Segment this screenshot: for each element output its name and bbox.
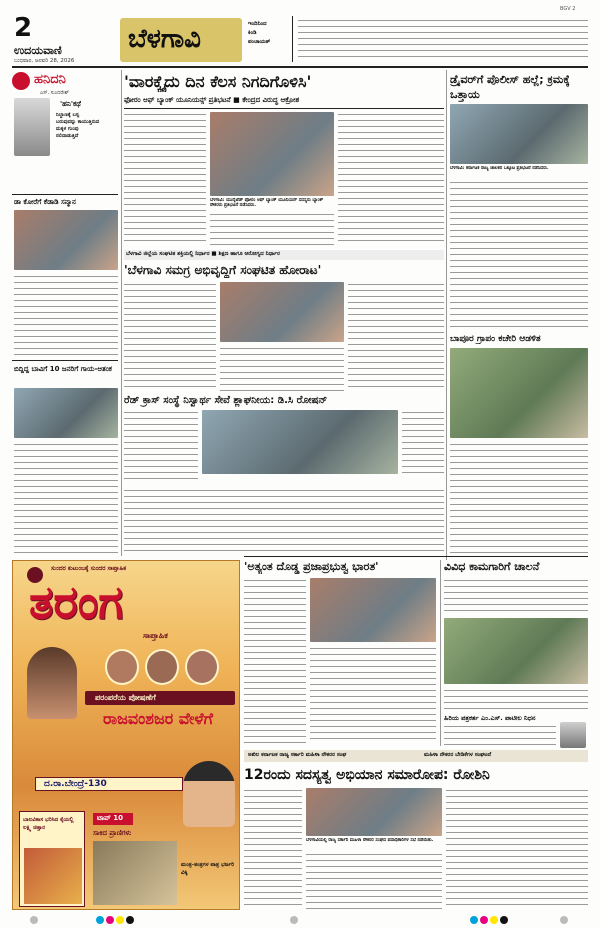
right-top-caption: ಬೆಳಗಾವಿ: ಕರ್ನಾಟಕ ರಾಜ್ಯ ಚಾಲಕರ ಒಕ್ಕೂಟ ಪ್ರತಿಭಟನೆ ನಡೆಸಿದರು. bbox=[450, 166, 549, 171]
belagavi-kicker: ಬೆಳಗಾವಿ ಜಿಲ್ಲೆಯ ಸಂಘಟಿತ ಶಕ್ತಿಯಲ್ಲಿ ನಿರ್ಧಾರ ■ ಶಿಕ್ಷಣ ಹಾಗೂ ಆರೋಗ್ಯದ ನಿರ್ಧಾರ bbox=[126, 251, 280, 257]
left-column bbox=[12, 70, 118, 556]
bapura-photo bbox=[450, 348, 588, 438]
democracy-photo bbox=[310, 578, 436, 642]
lead-body-mid bbox=[210, 212, 334, 246]
ad-animal-photo bbox=[93, 841, 177, 905]
bottom-head: 12ರಂದು ಸದಸ್ಯತ್ವ ಅಭಿಯಾನ ಸಮಾರೋಪ: ರೋಶಿನಿ bbox=[244, 767, 490, 783]
ad-feature3-band bbox=[35, 777, 183, 791]
page-number: 2 bbox=[14, 14, 33, 42]
bottom-body-mid bbox=[306, 852, 442, 910]
ad-feature2: ರಾಜವಂಶಜರ ವೇಳೆಗೆ bbox=[103, 709, 213, 728]
poem-line: ಬರುವುದನ್ನು ಕಾಯುತ್ತಿರುವ bbox=[56, 119, 100, 125]
ad-brand-sub: ಸಾಪ್ತಾಹಿಕ bbox=[143, 631, 168, 640]
registration-mark bbox=[560, 916, 568, 924]
date-line: ಬುಧವಾರ, ಜನವರಿ 28, 2026 bbox=[14, 58, 75, 64]
left-divider bbox=[12, 194, 118, 195]
hanidani-badge bbox=[12, 72, 30, 90]
registration-mark bbox=[126, 916, 134, 924]
redcross-photo bbox=[202, 410, 398, 474]
belagavi-body-right bbox=[348, 282, 444, 392]
belagavi-body-mid bbox=[220, 346, 344, 392]
hanidani-title: 'ಹನಿ'ಕಥೆ bbox=[60, 100, 81, 108]
right-top-photo bbox=[450, 104, 588, 164]
ad-brand: ತರಂಗ bbox=[29, 575, 123, 629]
registration-mark bbox=[106, 916, 114, 924]
lead-banner: 'ವಾರಕ್ಕೈದು ದಿನ ಕೆಲಸ ನಿಗದಿಗೊಳಿಸಿ' bbox=[124, 72, 312, 91]
taranga-ad[interactable] bbox=[12, 560, 240, 910]
ad-feature1-band bbox=[85, 691, 235, 705]
ad-portrait-1 bbox=[27, 647, 77, 719]
poem-line: ನಲಿದಾಡುತ್ತಿದೆ bbox=[56, 133, 79, 139]
ad-bottom-mid: ಸಾಕಿದ ಪ್ರಾಣಿಗಳು bbox=[93, 829, 132, 837]
registration-marks bbox=[0, 914, 600, 926]
ad-portrait-3 bbox=[145, 649, 179, 685]
belagavi-head: 'ಬೆಳಗಾವಿ ಸಮಗ್ರ ಅಭಿವೃದ್ಧಿಗೆ ಸಂಘಟಿತ ಹೋರಾಟ' bbox=[124, 263, 322, 277]
works-body-top bbox=[444, 578, 588, 614]
masthead bbox=[12, 6, 588, 68]
obituary-portrait bbox=[560, 722, 586, 748]
works-body bbox=[444, 688, 588, 710]
ad-feature1: ಪರಂಪರೆಯ ಪೋಷಣೆಗೆ bbox=[95, 693, 156, 702]
bapura-body bbox=[450, 442, 588, 556]
masthead-divider bbox=[292, 16, 293, 62]
ad-bottom-left: ಬಾಲವಿಕಾಸ ಭರಿಸಿದ ಕೈಯಲ್ಲಿ ಲಕ್ಷ್ಮಿ ಚಿತ್ತಾರ bbox=[23, 817, 74, 831]
column-divider bbox=[121, 70, 122, 556]
hanidani-photo bbox=[14, 98, 50, 156]
registration-mark bbox=[470, 916, 478, 924]
registration-mark bbox=[290, 916, 298, 924]
belagavi-photo bbox=[220, 282, 344, 342]
ad-portrait-2 bbox=[105, 649, 139, 685]
bottom-body-left bbox=[244, 788, 302, 910]
poem-line: ಮಕ್ಕಳ ಗುಂಪು bbox=[56, 126, 79, 132]
registration-mark bbox=[96, 916, 104, 924]
section-title: ಬೆಳಗಾವಿ bbox=[128, 24, 201, 54]
masthead-rule bbox=[12, 66, 588, 68]
mid-rule bbox=[244, 556, 588, 557]
right-top-body bbox=[450, 180, 588, 330]
lead-body-left bbox=[124, 112, 206, 246]
bottom-photo bbox=[306, 788, 442, 836]
section-box bbox=[120, 18, 242, 62]
hanidani-byline: ಎಸ್. ಸುಂದರೇಶ್ bbox=[40, 90, 69, 96]
redcross-body bbox=[124, 488, 444, 554]
ad-bottom-left-box bbox=[19, 811, 85, 907]
ad-bottom-right: ಮಂತ್ರ-ತಂತ್ರಗಳ ಪಾತ್ರ ಭರ್ಜರಿ ವಿಕ್ಕಿ bbox=[181, 862, 235, 876]
story2-photo bbox=[14, 388, 118, 438]
paper-name: ಉದಯವಾಣಿ bbox=[14, 44, 62, 57]
democracy-body bbox=[310, 646, 436, 744]
democracy-head: 'ಅತ್ಯಂತ ದೊಡ್ಡ ಪ್ರಜಾಪ್ರಭುತ್ವ ಭಾರತ' bbox=[244, 560, 379, 573]
ad-top10: ಟಾಪ್ 10 bbox=[97, 814, 123, 822]
bottom-strip-left: ಅಖಿಲ ಕರ್ನಾಟಕ ರಾಜ್ಯ ಸರ್ಕಾರಿ ಮಹಿಳಾ ನೌಕರರ ಸಂಘ bbox=[248, 752, 347, 758]
story2-body bbox=[14, 442, 118, 554]
story1-body bbox=[14, 274, 118, 358]
ad-portrait-4 bbox=[185, 649, 219, 685]
right-top-head: ಡ್ರೈವರ್‌ಗೆ ಪೊಲೀಸ್ ಹಲ್ಲೆ; ಕ್ರಮಕ್ಕೆ ಒತ್ತಾಯ bbox=[450, 73, 570, 101]
poem-line: ನಿಲ್ದಾಣಕ್ಕೆ ಬಸ್ಸ bbox=[56, 112, 79, 118]
belagavi-body-left bbox=[124, 282, 216, 392]
left-divider bbox=[12, 360, 118, 361]
bapura-head: ಬಾಪೂರ ಗ್ರಾಪಂ ಕಚೇರಿ ಆಡಳಿತ bbox=[450, 334, 541, 344]
story1-head: ಡಾ ಕೋರೆಗೆ ಕೆಡಾಡಿ ಸನ್ಮಾನ bbox=[14, 198, 76, 206]
lead-caption: ಬೆಳಗಾವಿ: ಯುನೈಟೆಡ್ ಫೋರಂ ಆಫ್ ಬ್ಯಾಂಕ್ ಯೂನಿಯನ್ ಸದಸ್ಯರು ಬ್ಯಾಂಕ್ ನೌಕರರು ಪ್ರತಿಭಟನೆ ನಡೆಸಿದರು. bbox=[210, 198, 324, 209]
ad-bottom-left-photo bbox=[24, 848, 82, 904]
registration-mark bbox=[480, 916, 488, 924]
bottom-caption: ಬೆಳಗಾವಿಯಲ್ಲಿ ರಾಜ್ಯ ಸರ್ಕಾರಿ ಮಹಿಳಾ ನೌಕರರ ಸಂಘದ ಪದಾಧಿಕಾರಿಗಳ ಸಭೆ ನಡೆಯಿತು. bbox=[306, 838, 434, 843]
registration-mark bbox=[30, 916, 38, 924]
column-divider bbox=[446, 70, 447, 560]
section-note: ಇಂದಿನಿಂದ ಕಿಂಡಿ ಪಂಚಾಯತ್ bbox=[248, 21, 271, 45]
lead-rule bbox=[124, 108, 444, 109]
redcross-head: ರೆಡ್ ಕ್ರಾಸ್ ಸಂಸ್ಥೆ ನಿಸ್ವಾರ್ಥ ಸೇವೆ ಶ್ಲಾಘನೀಯ: ಡಿ.ಸಿ ರೋಷನ್ bbox=[124, 395, 328, 406]
ad-feature3: ದ.ರಾ.ಬೇಂದ್ರೆ-130 bbox=[44, 779, 107, 789]
lead-subhead: ಫೋರಂ ಆಫ್ ಬ್ಯಾಂಕ್ ಯೂನಿಯನ್ಸ್ ಪ್ರತಿಭಟನೆ ■ ಕೇಂದ್ರದ ವಿರುದ್ಧ ಆಕ್ರೋಶ bbox=[124, 96, 300, 104]
story1-photo bbox=[14, 210, 118, 270]
ad-top10-badge bbox=[93, 813, 133, 825]
democracy-body-left bbox=[244, 578, 306, 744]
registration-mark bbox=[500, 916, 508, 924]
masthead-brief bbox=[298, 18, 588, 62]
obituary-body bbox=[444, 724, 556, 746]
works-photo bbox=[444, 618, 588, 684]
obituary-head: ಹಿರಿಯ ಪತ್ರಕರ್ತ ಎಂ.ಎಸ್. ಪಾಟೀಲ ನಿಧನ bbox=[444, 714, 536, 722]
hanidani-poem bbox=[56, 112, 118, 140]
redcross-side bbox=[402, 410, 444, 474]
story2-head: ಬಿದ್ದಿದ್ದ ಬಾವಿಗೆ 10 ಜನರಿಗೆ ಗಾಯ-ಆತಂಕ bbox=[14, 365, 112, 373]
registration-mark bbox=[116, 916, 124, 924]
redcross-body-left bbox=[124, 410, 198, 484]
registration-mark bbox=[490, 916, 498, 924]
hanidani-brand: ಹನಿದನಿ bbox=[34, 72, 66, 87]
ad-tagline: ಸುಂದರ ಕುಟುಂಬಕ್ಕೆ ಸುಂದರ ಸಾಪ್ತಾಹಿಕ bbox=[51, 565, 127, 572]
column-divider bbox=[440, 560, 441, 746]
bottom-body-right bbox=[446, 788, 588, 910]
page-tag: BGV 2 bbox=[560, 6, 576, 12]
ad-caricature bbox=[183, 761, 235, 827]
lead-photo bbox=[210, 112, 334, 196]
lead-body-right bbox=[338, 112, 444, 246]
bottom-strip-right: ಮಹಿಳಾ ನೌಕರರ ಬೇಡಿಕೆಗಳ ಸಂಘಟನೆ bbox=[424, 752, 492, 758]
works-head: ವಿವಿಧ ಕಾಮಗಾರಿಗೆ ಚಾಲನೆ bbox=[444, 560, 540, 573]
